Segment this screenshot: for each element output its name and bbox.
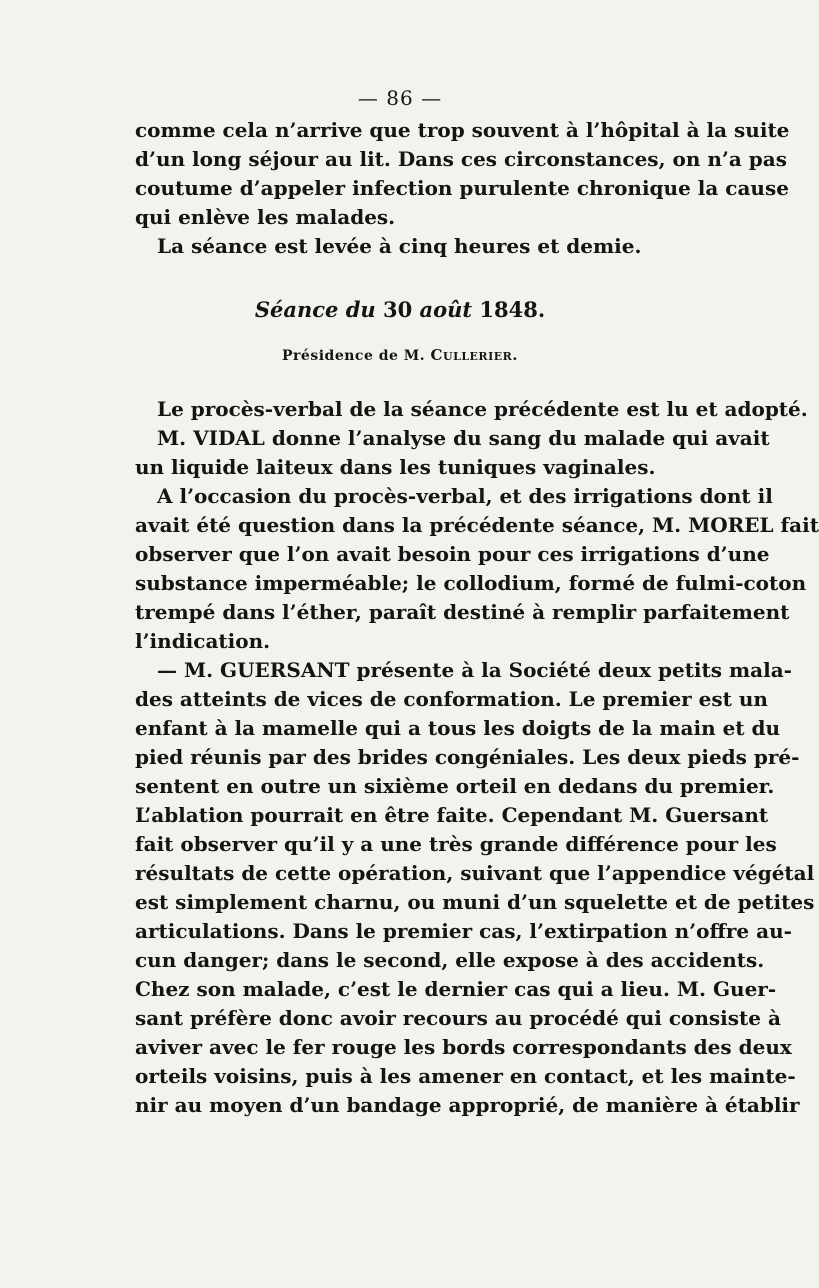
text-line: avait été question dans la précédente séance, M. MOREL fait bbox=[135, 513, 819, 537]
text-line: — M. GUERSANT présente à la Société deux petits mala- bbox=[157, 658, 792, 682]
session-heading-prefix: Séance du bbox=[254, 297, 383, 322]
text-line: aviver avec le fer rouge les bords correspondants des deux bbox=[135, 1035, 792, 1059]
session-heading-month: août bbox=[412, 297, 480, 322]
text-line: cun danger; dans le second, elle expose à des accidents. bbox=[135, 948, 765, 972]
text-line: résultats de cette opération, suivant que l’appendice végétal bbox=[135, 861, 815, 885]
text-line: coutume d’appeler infection purulente chronique la cause bbox=[135, 176, 789, 200]
text-line: un liquide laiteux dans les tuniques vaginales. bbox=[135, 455, 656, 479]
page-number: — 86 — bbox=[357, 86, 443, 110]
presidence-name: Cullerier. bbox=[430, 346, 518, 364]
closing-line: La séance est levée à cinq heures et demie. bbox=[157, 234, 642, 258]
text-line: est simplement charnu, ou muni d’un squelette et de petites bbox=[135, 890, 815, 914]
text-line: L’ablation pourrait en être faite. Cependant M. Guersant bbox=[135, 803, 769, 827]
text-line: trempé dans l’éther, paraît destiné à remplir parfaitement bbox=[135, 600, 790, 624]
text-line: observer que l’on avait besoin pour ces irrigations d’une bbox=[135, 542, 770, 566]
text-line: sant préfère donc avoir recours au procédé qui consiste à bbox=[135, 1006, 781, 1030]
text-line: sentent en outre un sixième orteil en dedans du premier. bbox=[135, 774, 775, 798]
text-line: des atteints de vices de conformation. Le premier est un bbox=[135, 687, 768, 711]
continuation-paragraph bbox=[135, 116, 790, 261]
text-line: pied réunis par des brides congéniales. Les deux pieds pré- bbox=[135, 745, 800, 769]
text-line: substance imperméable; le collodium, formé de fulmi-coton bbox=[135, 571, 807, 595]
text-line: articulations. Dans le premier cas, l’extirpation n’offre au- bbox=[135, 919, 792, 943]
session-body bbox=[135, 395, 819, 1120]
text-line: d’un long séjour au lit. Dans ces circonstances, on n’a pas bbox=[135, 147, 787, 171]
text-line: enfant à la mamelle qui a tous les doigts de la main et du bbox=[135, 716, 781, 740]
text-line: nir au moyen d’un bandage approprié, de manière à établir bbox=[135, 1093, 800, 1117]
text-line: qui enlève les malades. bbox=[135, 205, 396, 229]
text-line: orteils voisins, puis à les amener en contact, et les mainte- bbox=[135, 1064, 796, 1088]
text-line: Chez son malade, c’est le dernier cas qui a lieu. M. Guer- bbox=[135, 977, 777, 1001]
session-heading-year: 1848. bbox=[479, 297, 546, 322]
text-line: M. VIDAL donne l’analyse du sang du malade qui avait bbox=[157, 426, 770, 450]
text-line: comme cela n’arrive que trop souvent à l’hôpital à la suite bbox=[135, 118, 790, 142]
session-heading bbox=[0, 297, 800, 322]
text-line: Le procès-verbal de la séance précédente est lu et adopté. bbox=[157, 397, 808, 421]
text-line: A l’occasion du procès-verbal, et des irrigations dont il bbox=[157, 484, 773, 508]
text-line: fait observer qu’il y a une très grande différence pour les bbox=[135, 832, 777, 856]
presidence-label: Présidence de M. bbox=[282, 348, 431, 364]
session-heading-day: 30 bbox=[382, 297, 413, 322]
text-line: l’indication. bbox=[135, 629, 271, 653]
presidence-line bbox=[0, 346, 800, 364]
